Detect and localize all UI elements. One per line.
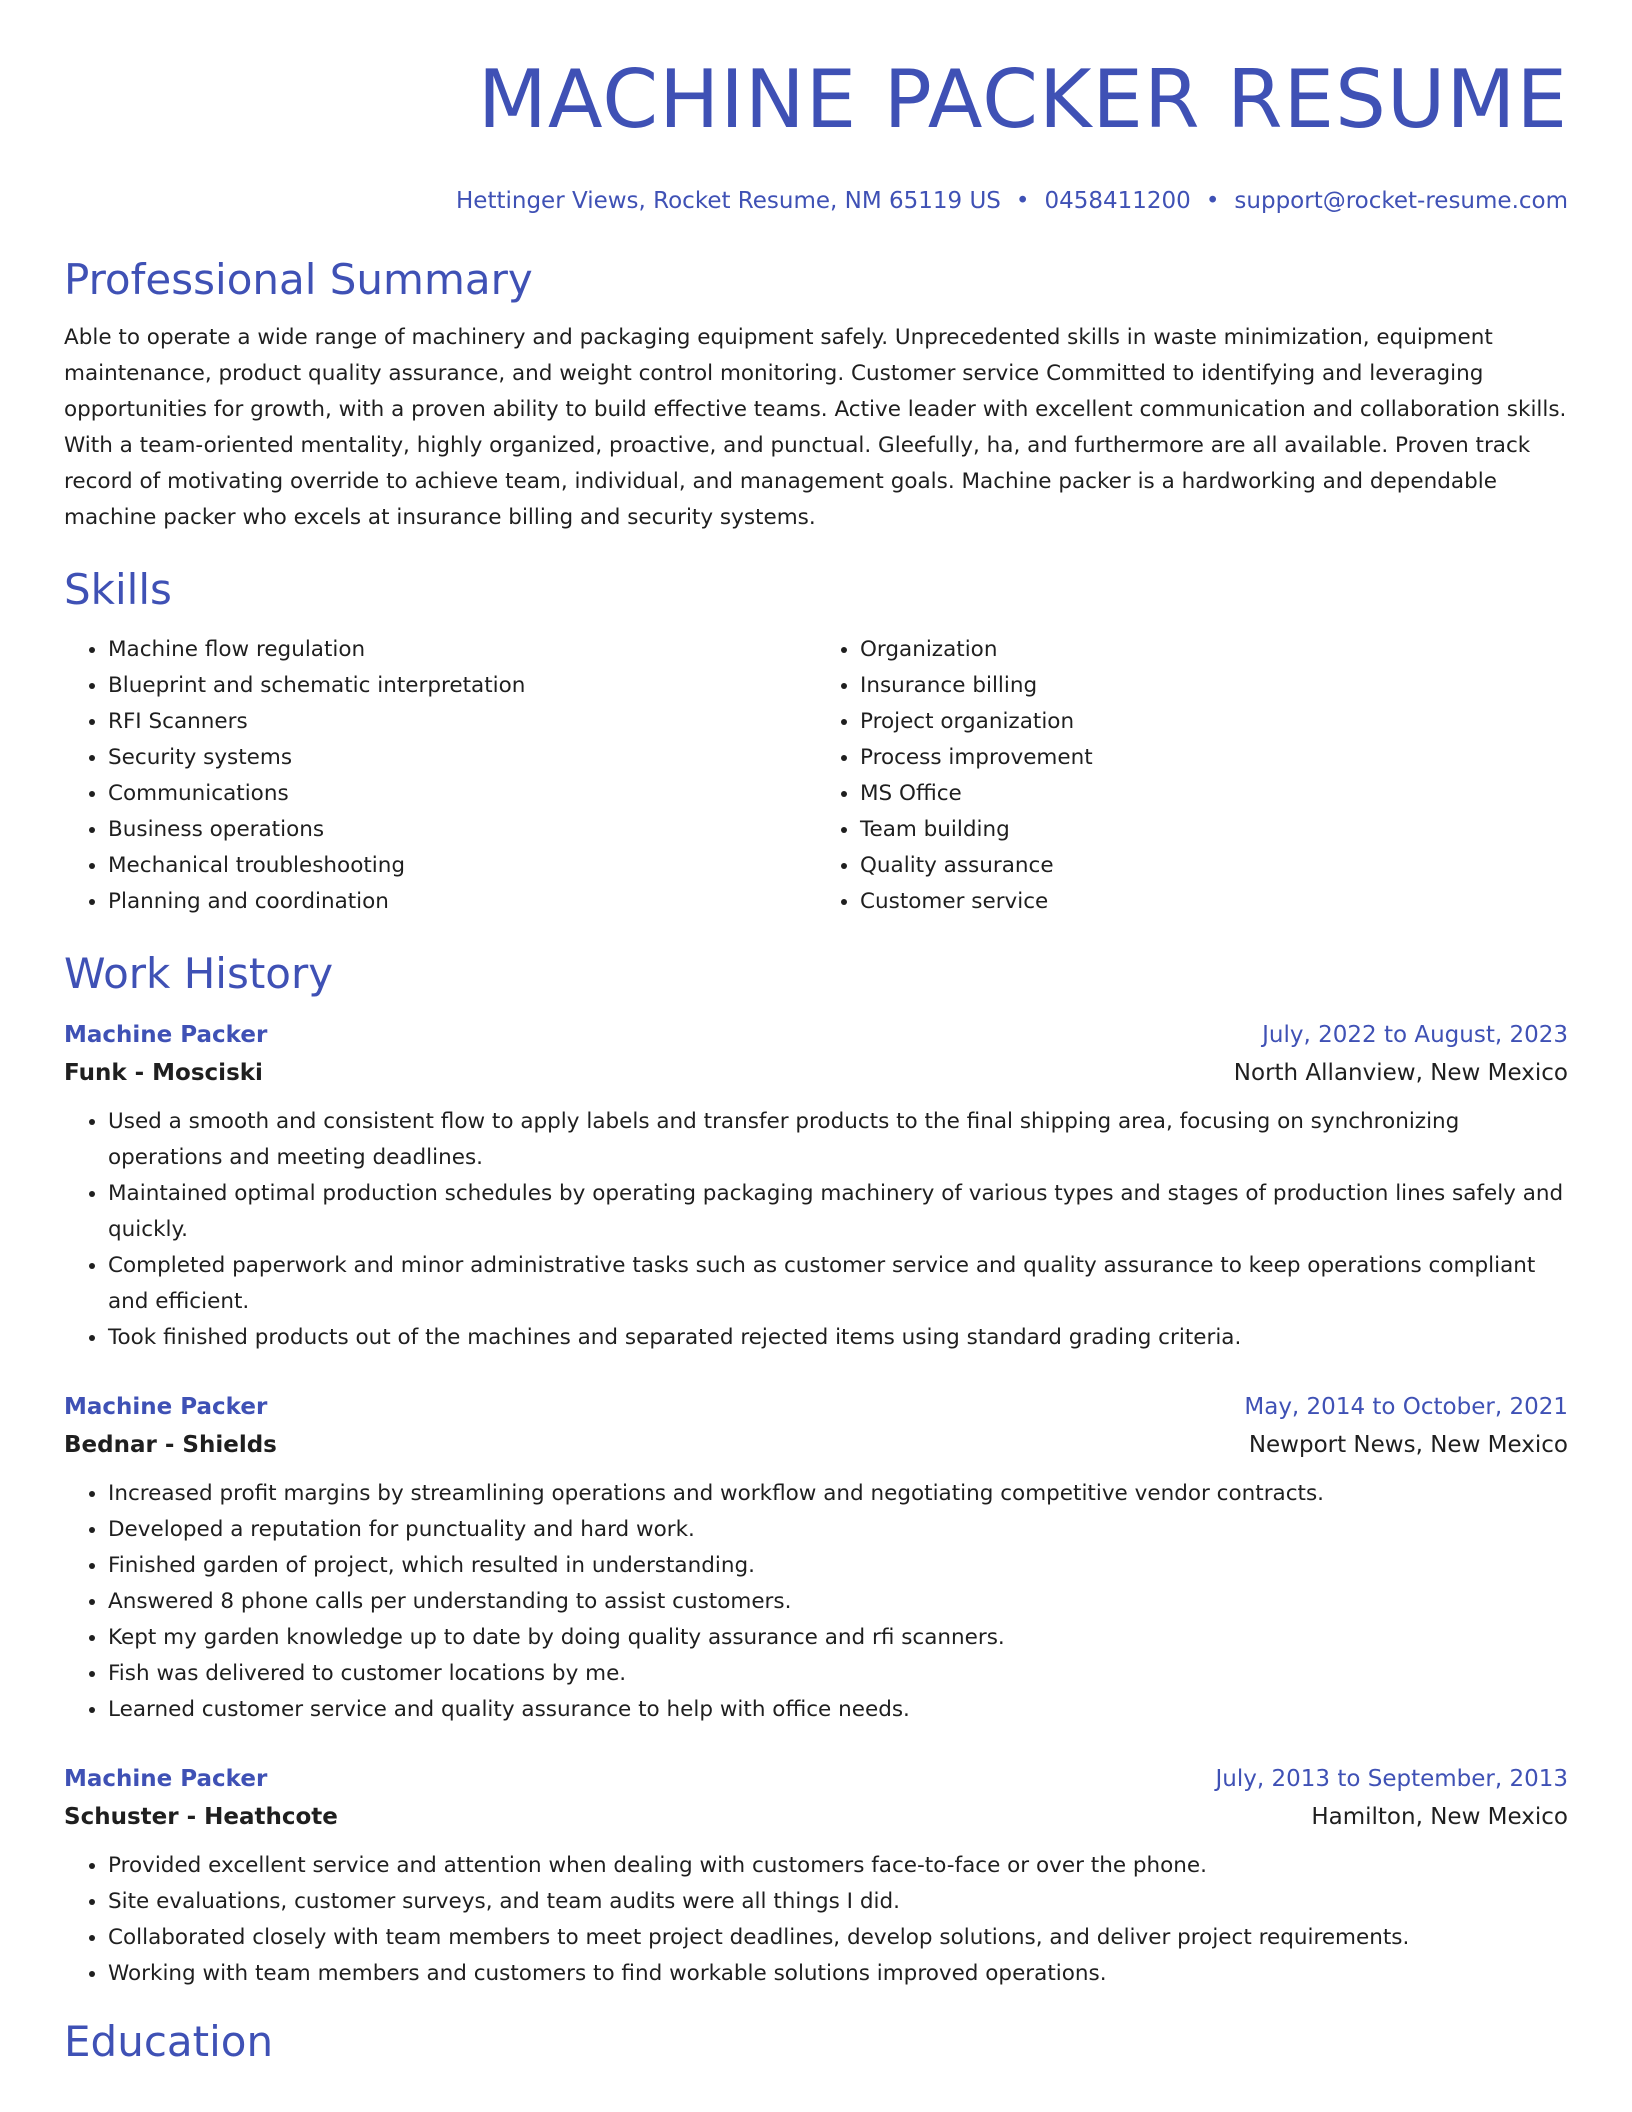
job-bullet: • Answered 8 phone calls per understanding to assist customers. (108, 1584, 1568, 1620)
skill-item: • Communications (108, 776, 816, 812)
job-entry (64, 1760, 1568, 1992)
skill-item: • Machine flow regulation (108, 632, 816, 668)
job-bullets (64, 1476, 1568, 1728)
job-bullet: • Finished garden of project, which resulted in understanding. (108, 1548, 1568, 1584)
job-bullet: • Provided excellent service and attention when dealing with customers face-to-face or over the phone. (108, 1848, 1568, 1884)
job-company: Bednar - Shields (64, 1432, 277, 1458)
summary-text: Able to operate a wide range of machinery and packaging equipment safely. Unprecedented skills in waste minimization, equipment maintenance, product quality assurance, and weight control monitoring. Customer service Committed to identifying and leveraging opportunities for growth, with a proven ability to build effective teams. Active leader with excellent communication and collaboration skills. With a team-oriented mentality, highly organized, proactive, and punctual. Gleefully, ha, and furthermore are all available. Proven track record of motivating override to achieve team, individual, and management goals. Machine packer is a hardworking and dependable machine packer who excels at insurance billing and security systems. (64, 325, 1567, 530)
job-bullet: • Fish was delivered to customer locations by me. (108, 1656, 1568, 1692)
skill-item: • Organization (860, 632, 1568, 668)
contact-line (64, 186, 1568, 216)
job-location: Newport News, New Mexico (1248, 1432, 1568, 1458)
job-dates: July, 2022 to August, 2023 (1262, 1022, 1568, 1048)
skill-item: • Project organization (860, 704, 1568, 740)
skill-item: • Team building (860, 812, 1568, 848)
resume-title: MACHINE PACKER RESUME (477, 53, 1568, 146)
job-bullet: • Took finished products out of the machines and separated rejected items using standard grading criteria. (108, 1320, 1568, 1356)
job-dates: May, 2014 to October, 2021 (1244, 1394, 1568, 1420)
resume-header (64, 0, 1568, 216)
job-bullet: • Completed paperwork and minor administrative tasks such as customer service and quality assurance to keep operations compliant and efficient. (108, 1248, 1568, 1320)
skill-item: • Process improvement (860, 740, 1568, 776)
job-bullets (64, 1104, 1568, 1356)
job-title: Machine Packer (64, 1766, 268, 1792)
job-bullet: • Learned customer service and quality assurance to help with office needs. (108, 1692, 1568, 1728)
skill-item: • Security systems (108, 740, 816, 776)
job-location: North Allanview, New Mexico (1233, 1060, 1568, 1086)
skill-item: • RFI Scanners (108, 704, 816, 740)
job-location: Hamilton, New Mexico (1311, 1804, 1568, 1830)
job-company-row (64, 1426, 1568, 1464)
job-title: Machine Packer (64, 1022, 268, 1048)
job-bullet: • Site evaluations, customer surveys, and team audits were all things I did. (108, 1884, 1568, 1920)
job-bullets (64, 1848, 1568, 1992)
section-title-work-history: Work History (64, 949, 334, 998)
skill-item: • Customer service (860, 884, 1568, 920)
job-title: Machine Packer (64, 1394, 268, 1420)
job-entry (64, 1388, 1568, 1728)
job-bullet: • Used a smooth and consistent flow to apply labels and transfer products to the final shipping area, focusing on synchronizing operations and meeting deadlines. (108, 1104, 1568, 1176)
job-entry (64, 1016, 1568, 1356)
section-title-summary: Professional Summary (64, 255, 533, 304)
contact-separator: • (1205, 188, 1220, 214)
job-bullet: • Maintained optimal production schedules by operating packaging machinery of various types and stages of production lines safely and quickly. (108, 1176, 1568, 1248)
job-company-row (64, 1054, 1568, 1092)
skills-list-left (64, 632, 816, 920)
contact-phone: 0458411200 (1044, 188, 1191, 214)
skill-item: • Quality assurance (860, 848, 1568, 884)
job-title-row (64, 1016, 1568, 1054)
contact-separator: • (1015, 188, 1030, 214)
job-bullet: • Increased profit margins by streamlining operations and workflow and negotiating competitive vendor contracts. (108, 1476, 1568, 1512)
job-company: Funk - Mosciski (64, 1060, 263, 1086)
job-title-row (64, 1388, 1568, 1426)
job-company-row (64, 1798, 1568, 1836)
job-bullet: • Collaborated closely with team members to meet project deadlines, develop solutions, and deliver project requirements. (108, 1920, 1568, 1956)
skill-item: • Business operations (108, 812, 816, 848)
job-bullet: • Working with team members and customers to find workable solutions improved operations. (108, 1956, 1568, 1992)
job-dates: July, 2013 to September, 2013 (1215, 1766, 1568, 1792)
skills-list-right (816, 632, 1568, 920)
job-title-row (64, 1760, 1568, 1798)
skill-item: • MS Office (860, 776, 1568, 812)
skill-item: • Mechanical troubleshooting (108, 848, 816, 884)
skill-item: • Insurance billing (860, 668, 1568, 704)
job-company: Schuster - Heathcote (64, 1804, 338, 1830)
contact-address: Hettinger Views, Rocket Resume, NM 65119 US (456, 188, 1001, 214)
skills-grid (64, 632, 1568, 920)
contact-email[interactable]: support@rocket-resume.com (1234, 188, 1568, 214)
skill-item: • Blueprint and schematic interpretation (108, 668, 816, 704)
job-bullet: • Kept my garden knowledge up to date by doing quality assurance and rfi scanners. (108, 1620, 1568, 1656)
skill-item: • Planning and coordination (108, 884, 816, 920)
job-bullet: • Developed a reputation for punctuality and hard work. (108, 1512, 1568, 1548)
section-title-education: Education (64, 2017, 274, 2066)
section-title-skills: Skills (64, 565, 172, 614)
